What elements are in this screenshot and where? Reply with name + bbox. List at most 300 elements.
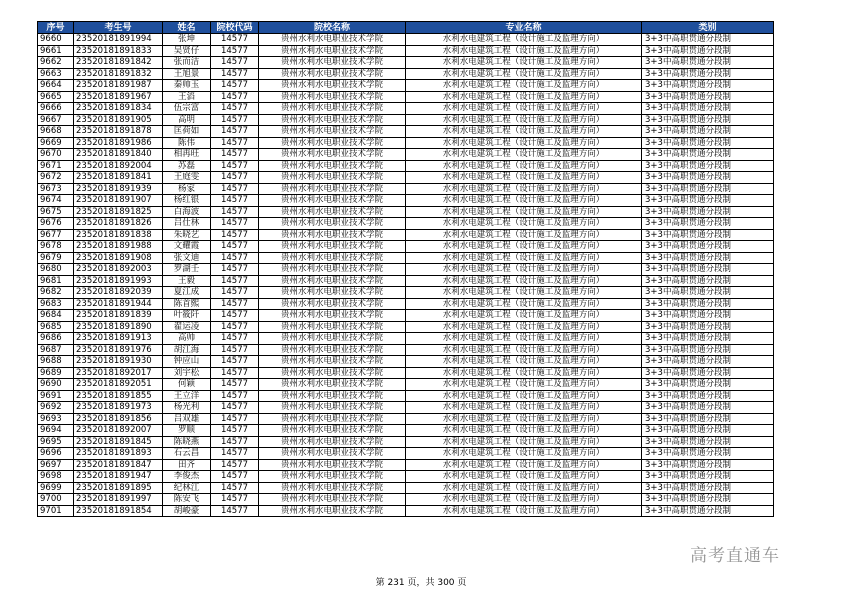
cell-category: 3+3中高职贯通分段制 <box>642 160 774 172</box>
cell-school-name: 贵州水利水电职业技术学院 <box>259 172 406 184</box>
cell-major: 水利水电建筑工程（设计施工及监理方向） <box>406 91 642 103</box>
cell-exam-id: 23520181892004 <box>74 160 163 172</box>
table-row <box>38 494 774 506</box>
cell-school-name: 贵州水利水电职业技术学院 <box>259 402 406 414</box>
cell-name: 田齐 <box>163 459 211 471</box>
cell-major: 水利水电建筑工程（设计施工及监理方向） <box>406 149 642 161</box>
cell-school-name: 贵州水利水电职业技术学院 <box>259 126 406 138</box>
table-row <box>38 57 774 69</box>
table-row <box>38 218 774 230</box>
cell-seq: 9667 <box>38 114 74 126</box>
cell-category: 3+3中高职贯通分段制 <box>642 356 774 368</box>
cell-school-name: 贵州水利水电职业技术学院 <box>259 390 406 402</box>
cell-exam-id: 23520181892003 <box>74 264 163 276</box>
cell-name: 伍宗富 <box>163 103 211 115</box>
cell-school-name: 贵州水利水电职业技术学院 <box>259 344 406 356</box>
cell-exam-id: 23520181891834 <box>74 103 163 115</box>
cell-school-name: 贵州水利水电职业技术学院 <box>259 448 406 460</box>
cell-school-code: 14577 <box>211 34 259 46</box>
cell-seq: 9697 <box>38 459 74 471</box>
cell-major: 水利水电建筑工程（设计施工及监理方向） <box>406 57 642 69</box>
cell-major: 水利水电建筑工程（设计施工及监理方向） <box>406 436 642 448</box>
cell-exam-id: 23520181891854 <box>74 505 163 517</box>
cell-school-code: 14577 <box>211 367 259 379</box>
cell-name: 高明 <box>163 114 211 126</box>
table-row <box>38 34 774 46</box>
cell-exam-id: 23520181891832 <box>74 68 163 80</box>
cell-seq: 9694 <box>38 425 74 437</box>
cell-major: 水利水电建筑工程（设计施工及监理方向） <box>406 172 642 184</box>
cell-name: 翟运凌 <box>163 321 211 333</box>
cell-school-code: 14577 <box>211 356 259 368</box>
cell-school-code: 14577 <box>211 459 259 471</box>
cell-seq: 9678 <box>38 241 74 253</box>
cell-school-code: 14577 <box>211 183 259 195</box>
table-row <box>38 390 774 402</box>
cell-name: 胡江海 <box>163 344 211 356</box>
cell-school-name: 贵州水利水电职业技术学院 <box>259 356 406 368</box>
table-row <box>38 80 774 92</box>
cell-exam-id: 23520181891845 <box>74 436 163 448</box>
cell-name: 叶筱阡 <box>163 310 211 322</box>
cell-category: 3+3中高职贯通分段制 <box>642 149 774 161</box>
cell-school-name: 贵州水利水电职业技术学院 <box>259 459 406 471</box>
cell-school-code: 14577 <box>211 114 259 126</box>
table-row <box>38 448 774 460</box>
cell-exam-id: 23520181891908 <box>74 252 163 264</box>
cell-seq: 9687 <box>38 344 74 356</box>
cell-seq: 9668 <box>38 126 74 138</box>
cell-category: 3+3中高职贯通分段制 <box>642 505 774 517</box>
cell-school-code: 14577 <box>211 252 259 264</box>
cell-name: 高帅 <box>163 333 211 345</box>
cell-major: 水利水电建筑工程（设计施工及监理方向） <box>406 287 642 299</box>
table-row <box>38 241 774 253</box>
cell-school-code: 14577 <box>211 379 259 391</box>
table-row <box>38 459 774 471</box>
cell-seq: 9673 <box>38 183 74 195</box>
cell-school-code: 14577 <box>211 344 259 356</box>
table-body <box>38 34 774 517</box>
cell-school-name: 贵州水利水电职业技术学院 <box>259 57 406 69</box>
cell-exam-id: 23520181891856 <box>74 413 163 425</box>
table-row <box>38 137 774 149</box>
cell-school-name: 贵州水利水电职业技术学院 <box>259 494 406 506</box>
cell-major: 水利水电建筑工程（设计施工及监理方向） <box>406 218 642 230</box>
cell-seq: 9669 <box>38 137 74 149</box>
cell-seq: 9661 <box>38 45 74 57</box>
cell-name: 吕仕林 <box>163 218 211 230</box>
cell-exam-id: 23520181891905 <box>74 114 163 126</box>
cell-category: 3+3中高职贯通分段制 <box>642 471 774 483</box>
cell-seq: 9674 <box>38 195 74 207</box>
cell-exam-id: 23520181891907 <box>74 195 163 207</box>
cell-seq: 9679 <box>38 252 74 264</box>
cell-school-name: 贵州水利水电职业技术学院 <box>259 264 406 276</box>
cell-school-code: 14577 <box>211 57 259 69</box>
table-row <box>38 252 774 264</box>
cell-major: 水利水电建筑工程（设计施工及监理方向） <box>406 34 642 46</box>
cell-exam-id: 23520181892039 <box>74 287 163 299</box>
cell-school-code: 14577 <box>211 160 259 172</box>
cell-seq: 9693 <box>38 413 74 425</box>
cell-school-name: 贵州水利水电职业技术学院 <box>259 471 406 483</box>
cell-exam-id: 23520181891842 <box>74 57 163 69</box>
cell-major: 水利水电建筑工程（设计施工及监理方向） <box>406 379 642 391</box>
cell-school-name: 贵州水利水电职业技术学院 <box>259 413 406 425</box>
cell-seq: 9676 <box>38 218 74 230</box>
cell-school-code: 14577 <box>211 298 259 310</box>
cell-seq: 9692 <box>38 402 74 414</box>
table-row <box>38 264 774 276</box>
cell-exam-id: 23520181891841 <box>74 172 163 184</box>
header-exam-id: 考生号 <box>74 22 163 34</box>
cell-school-code: 14577 <box>211 264 259 276</box>
cell-category: 3+3中高职贯通分段制 <box>642 80 774 92</box>
cell-major: 水利水电建筑工程（设计施工及监理方向） <box>406 310 642 322</box>
cell-category: 3+3中高职贯通分段制 <box>642 137 774 149</box>
cell-exam-id: 23520181891997 <box>74 494 163 506</box>
table-row <box>38 310 774 322</box>
cell-major: 水利水电建筑工程（设计施工及监理方向） <box>406 264 642 276</box>
cell-major: 水利水电建筑工程（设计施工及监理方向） <box>406 160 642 172</box>
cell-name: 杨红银 <box>163 195 211 207</box>
cell-name: 钟应山 <box>163 356 211 368</box>
cell-school-code: 14577 <box>211 206 259 218</box>
cell-school-code: 14577 <box>211 91 259 103</box>
cell-school-name: 贵州水利水电职业技术学院 <box>259 241 406 253</box>
cell-seq: 9681 <box>38 275 74 287</box>
cell-name: 陈晓燕 <box>163 436 211 448</box>
cell-name: 张文迪 <box>163 252 211 264</box>
cell-major: 水利水电建筑工程（设计施工及监理方向） <box>406 459 642 471</box>
table-row <box>38 103 774 115</box>
cell-seq: 9664 <box>38 80 74 92</box>
cell-seq: 9696 <box>38 448 74 460</box>
cell-name: 胡峻豪 <box>163 505 211 517</box>
table-row <box>38 183 774 195</box>
cell-category: 3+3中高职贯通分段制 <box>642 333 774 345</box>
cell-category: 3+3中高职贯通分段制 <box>642 459 774 471</box>
cell-category: 3+3中高职贯通分段制 <box>642 482 774 494</box>
cell-major: 水利水电建筑工程（设计施工及监理方向） <box>406 367 642 379</box>
cell-name: 王滔 <box>163 91 211 103</box>
cell-exam-id: 23520181891890 <box>74 321 163 333</box>
cell-exam-id: 23520181891988 <box>74 241 163 253</box>
cell-name: 石云昌 <box>163 448 211 460</box>
cell-school-code: 14577 <box>211 126 259 138</box>
table-row <box>38 275 774 287</box>
cell-school-code: 14577 <box>211 310 259 322</box>
cell-school-code: 14577 <box>211 172 259 184</box>
cell-name: 秦帅玉 <box>163 80 211 92</box>
cell-category: 3+3中高职贯通分段制 <box>642 195 774 207</box>
cell-category: 3+3中高职贯通分段制 <box>642 413 774 425</box>
cell-school-code: 14577 <box>211 436 259 448</box>
cell-category: 3+3中高职贯通分段制 <box>642 448 774 460</box>
cell-major: 水利水电建筑工程（设计施工及监理方向） <box>406 103 642 115</box>
cell-school-name: 贵州水利水电职业技术学院 <box>259 45 406 57</box>
table-row <box>38 287 774 299</box>
cell-name: 张坤 <box>163 34 211 46</box>
cell-major: 水利水电建筑工程（设计施工及监理方向） <box>406 390 642 402</box>
cell-seq: 9663 <box>38 68 74 80</box>
cell-exam-id: 23520181891825 <box>74 206 163 218</box>
cell-major: 水利水电建筑工程（设计施工及监理方向） <box>406 275 642 287</box>
cell-school-name: 贵州水利水电职业技术学院 <box>259 298 406 310</box>
cell-school-code: 14577 <box>211 494 259 506</box>
cell-major: 水利水电建筑工程（设计施工及监理方向） <box>406 505 642 517</box>
table-row <box>38 425 774 437</box>
cell-major: 水利水电建筑工程（设计施工及监理方向） <box>406 229 642 241</box>
cell-major: 水利水电建筑工程（设计施工及监理方向） <box>406 114 642 126</box>
cell-name: 白海波 <box>163 206 211 218</box>
cell-name: 相再旺 <box>163 149 211 161</box>
cell-name: 王毅 <box>163 275 211 287</box>
cell-major: 水利水电建筑工程（设计施工及监理方向） <box>406 471 642 483</box>
admission-list-table <box>37 21 774 517</box>
cell-school-name: 贵州水利水电职业技术学院 <box>259 436 406 448</box>
cell-school-code: 14577 <box>211 149 259 161</box>
table-row <box>38 505 774 517</box>
cell-major: 水利水电建筑工程（设计施工及监理方向） <box>406 183 642 195</box>
header-school-code: 院校代码 <box>211 22 259 34</box>
cell-major: 水利水电建筑工程（设计施工及监理方向） <box>406 241 642 253</box>
cell-exam-id: 23520181891839 <box>74 310 163 322</box>
cell-school-code: 14577 <box>211 45 259 57</box>
cell-school-code: 14577 <box>211 425 259 437</box>
cell-school-name: 贵州水利水电职业技术学院 <box>259 275 406 287</box>
cell-category: 3+3中高职贯通分段制 <box>642 229 774 241</box>
cell-category: 3+3中高职贯通分段制 <box>642 287 774 299</box>
cell-seq: 9683 <box>38 298 74 310</box>
cell-school-name: 贵州水利水电职业技术学院 <box>259 218 406 230</box>
cell-category: 3+3中高职贯通分段制 <box>642 344 774 356</box>
cell-seq: 9684 <box>38 310 74 322</box>
watermark-text: 高考直通车 <box>690 546 780 566</box>
cell-exam-id: 23520181891930 <box>74 356 163 368</box>
cell-school-code: 14577 <box>211 333 259 345</box>
cell-exam-id: 23520181891826 <box>74 218 163 230</box>
cell-name: 匡荷如 <box>163 126 211 138</box>
cell-name: 张而洁 <box>163 57 211 69</box>
cell-seq: 9698 <box>38 471 74 483</box>
cell-category: 3+3中高职贯通分段制 <box>642 103 774 115</box>
table-row <box>38 298 774 310</box>
cell-exam-id: 23520181891833 <box>74 45 163 57</box>
cell-seq: 9688 <box>38 356 74 368</box>
cell-school-name: 贵州水利水电职业技术学院 <box>259 68 406 80</box>
cell-exam-id: 23520181892051 <box>74 379 163 391</box>
table-row <box>38 160 774 172</box>
cell-school-name: 贵州水利水电职业技术学院 <box>259 195 406 207</box>
cell-seq: 9686 <box>38 333 74 345</box>
cell-school-code: 14577 <box>211 241 259 253</box>
cell-school-code: 14577 <box>211 287 259 299</box>
cell-category: 3+3中高职贯通分段制 <box>642 367 774 379</box>
cell-seq: 9671 <box>38 160 74 172</box>
cell-school-code: 14577 <box>211 413 259 425</box>
cell-seq: 9670 <box>38 149 74 161</box>
cell-exam-id: 23520181891976 <box>74 344 163 356</box>
cell-seq: 9672 <box>38 172 74 184</box>
table-row <box>38 126 774 138</box>
table-row <box>38 195 774 207</box>
cell-major: 水利水电建筑工程（设计施工及监理方向） <box>406 425 642 437</box>
cell-exam-id: 23520181891947 <box>74 471 163 483</box>
header-seq: 序号 <box>38 22 74 34</box>
header-category: 类别 <box>642 22 774 34</box>
table-row <box>38 356 774 368</box>
cell-category: 3+3中高职贯通分段制 <box>642 264 774 276</box>
cell-category: 3+3中高职贯通分段制 <box>642 425 774 437</box>
cell-school-name: 贵州水利水电职业技术学院 <box>259 287 406 299</box>
cell-name: 王庭雯 <box>163 172 211 184</box>
cell-major: 水利水电建筑工程（设计施工及监理方向） <box>406 402 642 414</box>
table-row <box>38 482 774 494</box>
cell-name: 纪林江 <box>163 482 211 494</box>
cell-school-name: 贵州水利水电职业技术学院 <box>259 425 406 437</box>
table-row <box>38 471 774 483</box>
header-name: 姓名 <box>163 22 211 34</box>
cell-major: 水利水电建筑工程（设计施工及监理方向） <box>406 68 642 80</box>
cell-major: 水利水电建筑工程（设计施工及监理方向） <box>406 333 642 345</box>
cell-major: 水利水电建筑工程（设计施工及监理方向） <box>406 413 642 425</box>
cell-category: 3+3中高职贯通分段制 <box>642 252 774 264</box>
cell-school-name: 贵州水利水电职业技术学院 <box>259 310 406 322</box>
table-row <box>38 68 774 80</box>
cell-seq: 9685 <box>38 321 74 333</box>
header-major: 专业名称 <box>406 22 642 34</box>
cell-school-name: 贵州水利水电职业技术学院 <box>259 321 406 333</box>
cell-major: 水利水电建筑工程（设计施工及监理方向） <box>406 80 642 92</box>
cell-major: 水利水电建筑工程（设计施工及监理方向） <box>406 137 642 149</box>
cell-school-code: 14577 <box>211 137 259 149</box>
cell-name: 陈伟 <box>163 137 211 149</box>
cell-school-code: 14577 <box>211 402 259 414</box>
cell-major: 水利水电建筑工程（设计施工及监理方向） <box>406 494 642 506</box>
cell-major: 水利水电建筑工程（设计施工及监理方向） <box>406 448 642 460</box>
cell-name: 苏磊 <box>163 160 211 172</box>
cell-name: 文耀霞 <box>163 241 211 253</box>
cell-school-name: 贵州水利水电职业技术学院 <box>259 114 406 126</box>
cell-seq: 9677 <box>38 229 74 241</box>
cell-name: 朱晓艺 <box>163 229 211 241</box>
cell-name: 刘宇松 <box>163 367 211 379</box>
table-row <box>38 91 774 103</box>
cell-name: 吕双雄 <box>163 413 211 425</box>
cell-school-name: 贵州水利水电职业技术学院 <box>259 252 406 264</box>
table-row <box>38 367 774 379</box>
cell-school-name: 贵州水利水电职业技术学院 <box>259 379 406 391</box>
cell-name: 王立洋 <box>163 390 211 402</box>
cell-name: 杨家 <box>163 183 211 195</box>
table-row <box>38 149 774 161</box>
table-row <box>38 172 774 184</box>
cell-seq: 9662 <box>38 57 74 69</box>
cell-seq: 9699 <box>38 482 74 494</box>
cell-school-name: 贵州水利水电职业技术学院 <box>259 229 406 241</box>
cell-category: 3+3中高职贯通分段制 <box>642 275 774 287</box>
cell-major: 水利水电建筑工程（设计施工及监理方向） <box>406 344 642 356</box>
cell-exam-id: 23520181891986 <box>74 137 163 149</box>
cell-major: 水利水电建筑工程（设计施工及监理方向） <box>406 252 642 264</box>
cell-seq: 9689 <box>38 367 74 379</box>
cell-category: 3+3中高职贯通分段制 <box>642 310 774 322</box>
cell-school-name: 贵州水利水电职业技术学院 <box>259 80 406 92</box>
cell-seq: 9690 <box>38 379 74 391</box>
cell-exam-id: 23520181891855 <box>74 390 163 402</box>
cell-school-name: 贵州水利水电职业技术学院 <box>259 137 406 149</box>
cell-school-name: 贵州水利水电职业技术学院 <box>259 160 406 172</box>
header-school-name: 院校名称 <box>259 22 406 34</box>
cell-name: 夏江成 <box>163 287 211 299</box>
cell-category: 3+3中高职贯通分段制 <box>642 183 774 195</box>
cell-exam-id: 23520181891838 <box>74 229 163 241</box>
cell-name: 罗湖壬 <box>163 264 211 276</box>
cell-name: 陈首熙 <box>163 298 211 310</box>
page-number: 第 231 页，共 300 页 <box>375 578 467 588</box>
cell-school-name: 贵州水利水电职业技术学院 <box>259 482 406 494</box>
cell-school-code: 14577 <box>211 103 259 115</box>
cell-school-name: 贵州水利水电职业技术学院 <box>259 333 406 345</box>
cell-seq: 9665 <box>38 91 74 103</box>
cell-major: 水利水电建筑工程（设计施工及监理方向） <box>406 195 642 207</box>
cell-seq: 9666 <box>38 103 74 115</box>
cell-school-code: 14577 <box>211 471 259 483</box>
cell-school-code: 14577 <box>211 195 259 207</box>
cell-category: 3+3中高职贯通分段制 <box>642 402 774 414</box>
cell-exam-id: 23520181891993 <box>74 275 163 287</box>
cell-school-name: 贵州水利水电职业技术学院 <box>259 206 406 218</box>
table-row <box>38 114 774 126</box>
cell-name: 王旭景 <box>163 68 211 80</box>
cell-school-code: 14577 <box>211 68 259 80</box>
cell-major: 水利水电建筑工程（设计施工及监理方向） <box>406 45 642 57</box>
cell-exam-id: 23520181891967 <box>74 91 163 103</box>
cell-school-code: 14577 <box>211 448 259 460</box>
cell-seq: 9680 <box>38 264 74 276</box>
cell-school-code: 14577 <box>211 275 259 287</box>
cell-name: 陈安飞 <box>163 494 211 506</box>
cell-category: 3+3中高职贯通分段制 <box>642 321 774 333</box>
cell-exam-id: 23520181891994 <box>74 34 163 46</box>
cell-major: 水利水电建筑工程（设计施工及监理方向） <box>406 356 642 368</box>
cell-name: 李俊杰 <box>163 471 211 483</box>
cell-category: 3+3中高职贯通分段制 <box>642 91 774 103</box>
cell-category: 3+3中高职贯通分段制 <box>642 126 774 138</box>
cell-school-code: 14577 <box>211 482 259 494</box>
table-row <box>38 436 774 448</box>
cell-exam-id: 23520181891878 <box>74 126 163 138</box>
cell-exam-id: 23520181892017 <box>74 367 163 379</box>
cell-school-code: 14577 <box>211 80 259 92</box>
cell-exam-id: 23520181891913 <box>74 333 163 345</box>
table-row <box>38 206 774 218</box>
cell-category: 3+3中高职贯通分段制 <box>642 436 774 448</box>
cell-category: 3+3中高职贯通分段制 <box>642 45 774 57</box>
cell-school-name: 贵州水利水电职业技术学院 <box>259 34 406 46</box>
cell-category: 3+3中高职贯通分段制 <box>642 206 774 218</box>
cell-school-code: 14577 <box>211 390 259 402</box>
cell-school-name: 贵州水利水电职业技术学院 <box>259 91 406 103</box>
cell-exam-id: 23520181891847 <box>74 459 163 471</box>
cell-category: 3+3中高职贯通分段制 <box>642 218 774 230</box>
cell-exam-id: 23520181891893 <box>74 448 163 460</box>
cell-category: 3+3中高职贯通分段制 <box>642 494 774 506</box>
table-row <box>38 333 774 345</box>
cell-school-code: 14577 <box>211 505 259 517</box>
